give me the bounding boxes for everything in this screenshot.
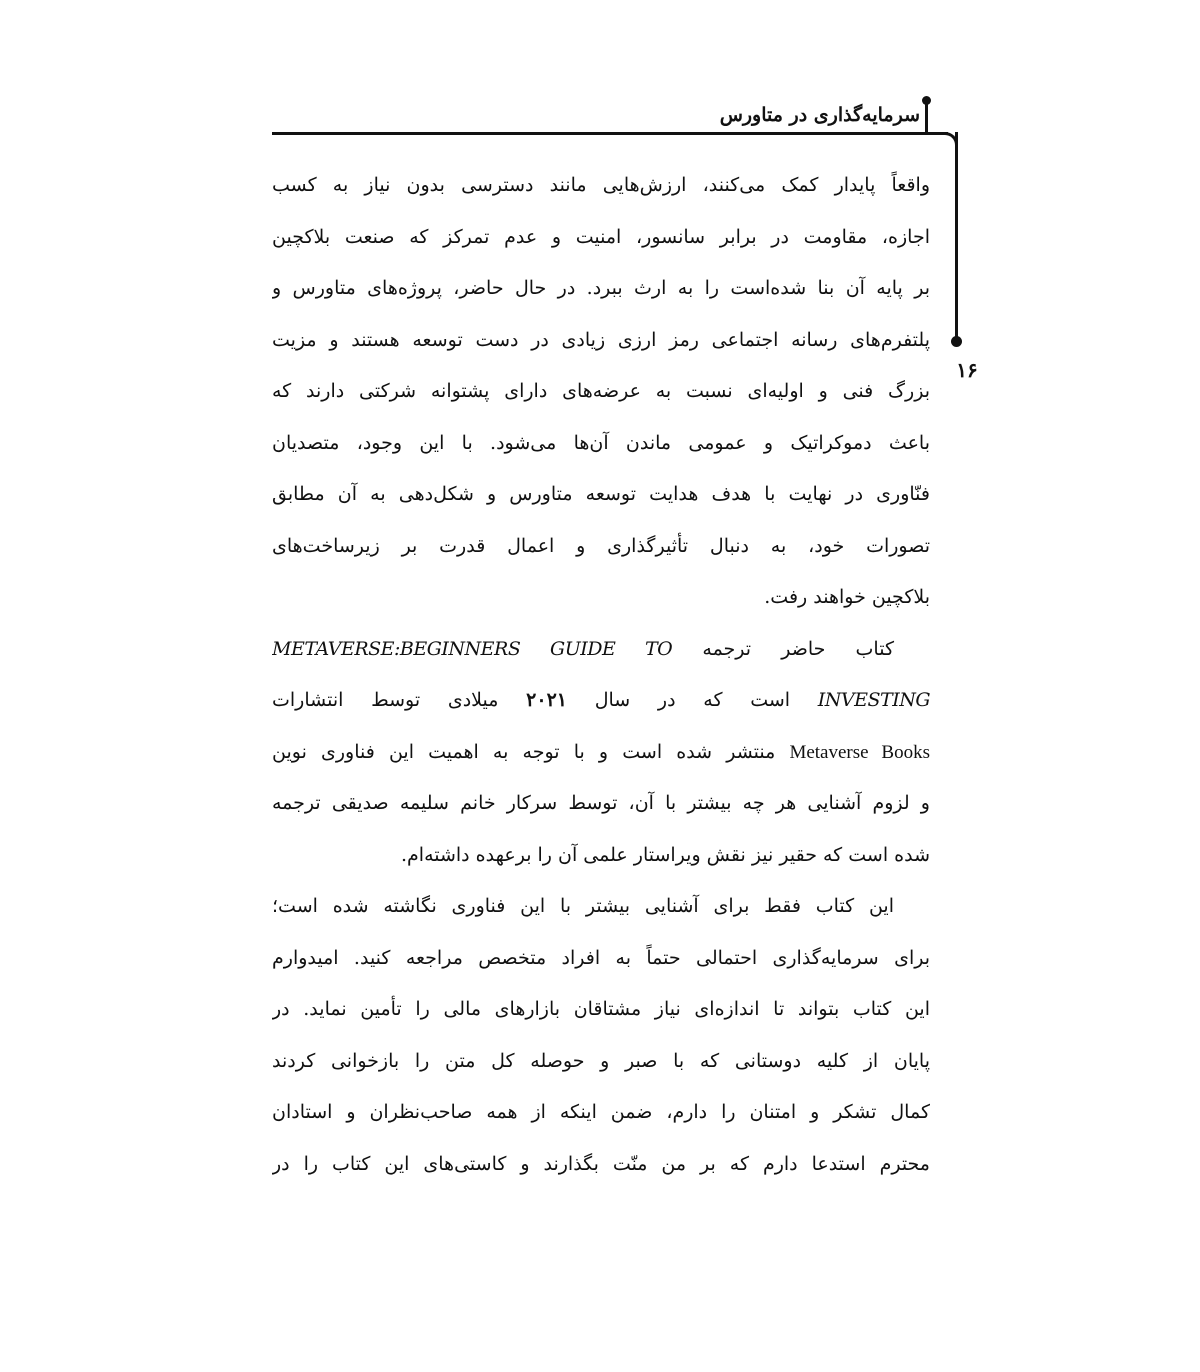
text-fragment: است که در سال [594,689,791,711]
text-fragment: میلادی توسط انتشارات [272,689,499,711]
text-line: این کتاب فقط برای آشنایی بیشتر با این فناوری نگاشته شده است؛ [272,895,894,917]
text-line: بلاکچین خواهند رفت. [764,586,930,608]
text-line: پلتفرم‌های رسانه اجتماعی رمز ارزی زیادی در دست توسعه هستند و مزیت [272,328,930,351]
paragraph-2 [272,624,930,882]
text-line: برای سرمایه‌گذاری احتمالی حتماً به افراد متخصص مراجعه کنید. امیدوارم [272,946,930,969]
text-line: بر پایه آن بنا شده‌است را به ارث ببرد. در حال حاضر، پروژه‌های متاورس و [272,277,930,299]
year: ۲۰۲۱ [526,689,567,711]
header-ornament-tick [925,98,928,132]
text-fragment: کتاب حاضر ترجمه [702,637,894,660]
margin-rule-dot [951,336,962,347]
text-line: واقعاً پایدار کمک می‌کنند، ارزش‌هایی مانند دسترسی بدون نیاز به کسب [272,174,930,196]
text-line [272,675,930,727]
header-rule [272,132,948,135]
body-text [272,160,930,1190]
text-line: پایان از کلیه دوستانی که با صبر و حوصله کل متن را بازخوانی کردند [272,1049,930,1072]
text-line: اجازه، مقاومت در برابر سانسور، امنیت و عدم تمرکز که صنعت بلاکچین [272,225,930,248]
publisher-name: Metaverse Books [789,741,930,763]
page-number: ۱۶ [956,358,978,382]
text-line: تصورات خود، به دنبال تأثیرگذاری و اعمال قدرت بر زیرساخت‌های [272,534,930,557]
book-title-latin: INVESTING [817,689,930,711]
text-line [272,624,930,676]
paragraph-1 [272,160,930,624]
text-line: باعث دموکراتیک و عمومی ماندن آن‌ها می‌شود. با این وجود، متصدیان [272,431,930,454]
paragraph-3 [272,881,930,1190]
text-line: فنّاوری در نهایت با هدف هدایت توسعه متاورس و شکل‌دهی به آن مطابق [272,483,930,505]
text-line: شده است که حقیر نیز نقش ویراستار علمی آن را برعهده داشته‌ام. [400,843,930,866]
text-line: این کتاب بتواند تا اندازه‌ای نیاز مشتاقان بازارهای مالی را تأمین نماید. در [272,998,930,1020]
margin-rule [955,132,958,342]
text-line: محترم استدعا دارم که بر من منّت بگذارند و کاستی‌های این کتاب را در [272,1152,930,1175]
text-line: بزرگ فنی و اولیه‌ای نسبت به عرضه‌های دارای پشتوانه شرکتی دارند که [272,380,930,402]
text-line: کمال تشکر و امتنان را دارم، ضمن اینکه از همه صاحب‌نظران و استادان [272,1101,930,1123]
text-line [272,727,930,779]
text-fragment: منتشر شده است و با توجه به اهمیت این فناوری نوین [272,740,776,763]
running-header-title: سرمایه‌گذاری در متاورس [719,104,920,126]
book-title-latin: METAVERSE:BEGINNERS GUIDE TO [272,637,673,660]
text-line: و لزوم آشنایی هر چه بیشتر با آن، توسط سرکار خانم سلیمه صدیقی ترجمه [272,792,930,814]
